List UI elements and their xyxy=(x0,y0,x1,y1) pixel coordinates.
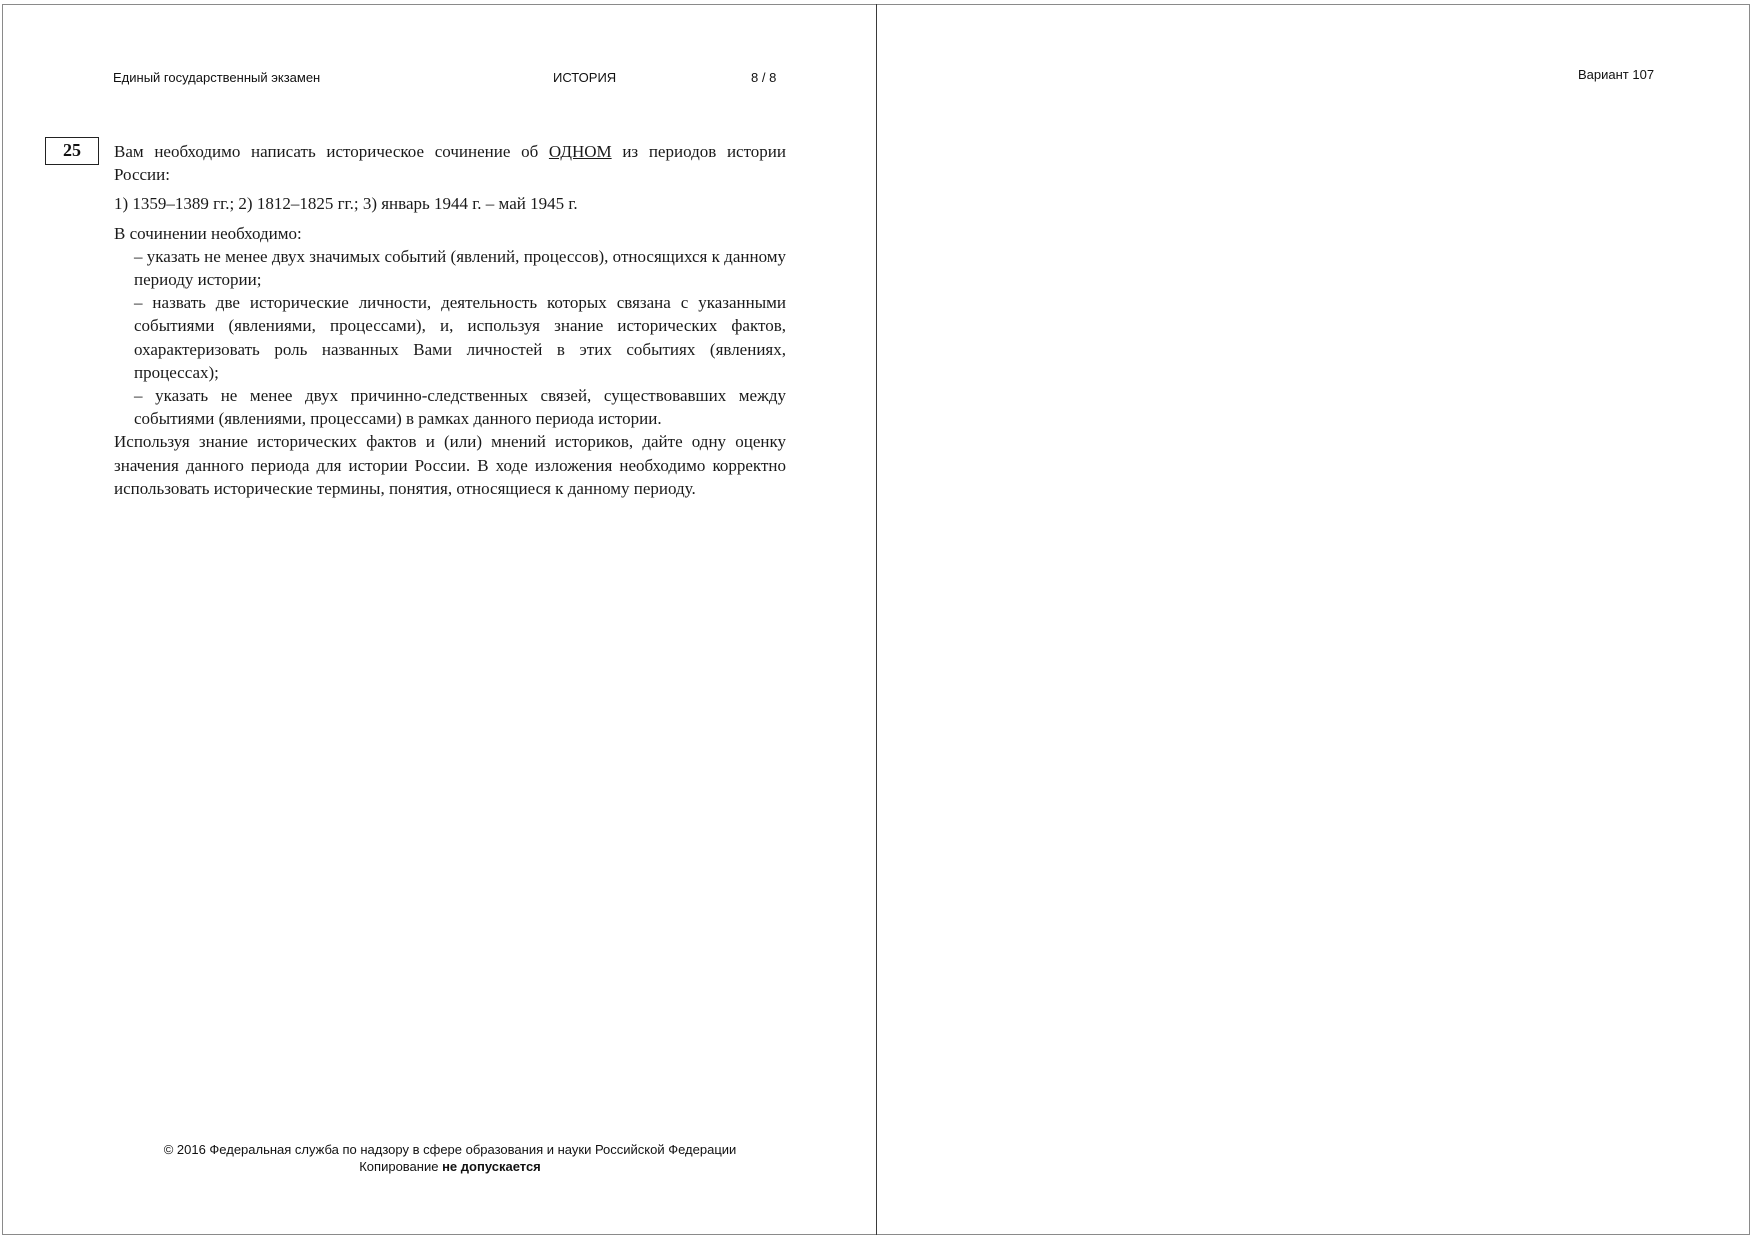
task-requirement-2: – назвать две исторические личности, деятельность которых связана с указанными событиями (явлениями, процессами), и, используя знание исторических фактов, охарактеризовать роль названных Вами личностей в этих событиях (явлениях, процессах); xyxy=(134,293,786,382)
task-number-box: 25 xyxy=(45,137,99,165)
task-intro-emphasis: ОДНОМ xyxy=(548,142,612,161)
task-requirements-intro: В сочинении необходимо: xyxy=(114,223,302,243)
task-intro-start: Вам необходимо написать историческое сочинение об xyxy=(114,142,549,161)
footer-copy-prefix: Копирование xyxy=(359,1159,443,1174)
footer-copy-bold: не допускается xyxy=(442,1159,541,1174)
task-intro xyxy=(114,140,786,186)
task-requirement-1: – указать не менее двух значимых событий (явлений, процессов), относящихся к данному периоду истории; xyxy=(134,246,786,290)
header-page-number: 8 / 8 xyxy=(751,70,777,85)
task-closing: Используя знание исторических фактов и (или) мнений историков, дайте одну оценку значения данного периода для истории России. В ходе изложения необходимо корректно использовать исторические термины, понятия, относящиеся к данному периоду. xyxy=(114,432,786,498)
task-body xyxy=(114,140,786,500)
task-intro-end: из периодов истории России: xyxy=(114,142,786,185)
header-subject: ИСТОРИЯ xyxy=(553,70,617,85)
header-exam-title: Единый государственный экзамен xyxy=(113,70,321,85)
page-divider xyxy=(876,4,877,1235)
task-periods: 1) 1359–1389 гг.; 2) 1812–1825 гг.; 3) январь 1944 г. – май 1945 г. xyxy=(114,194,578,214)
header-variant: Вариант 107 xyxy=(1578,67,1655,82)
page-footer xyxy=(114,1141,786,1175)
footer-copy-notice xyxy=(114,1158,786,1175)
task-requirement-3: – указать не менее двух причинно-следственных связей, существовавших между событиями (явлениями, процессами) в рамках данного периода истории. xyxy=(134,386,786,429)
footer-copyright: © 2016 Федеральная служба по надзору в сфере образования и науки Российской Федерации xyxy=(163,1142,737,1157)
